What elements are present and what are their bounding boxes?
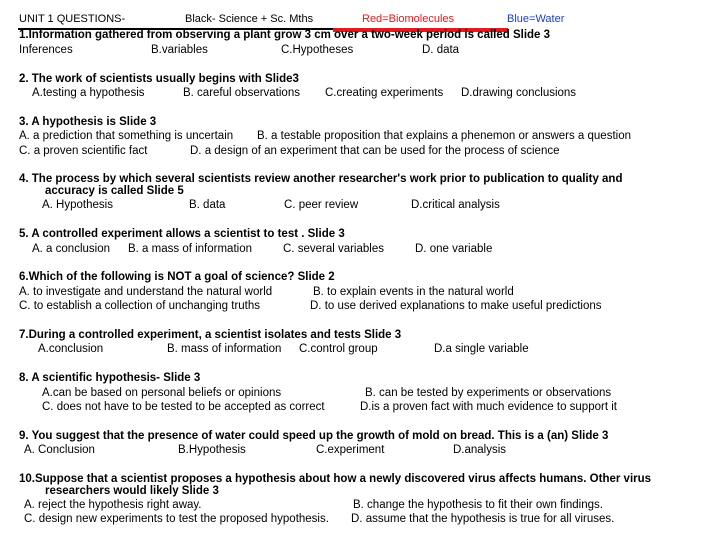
q3-option-c: C. a proven scientific fact — [19, 145, 148, 157]
question-7-stem: 7.During a controlled experiment, a scientist isolates and tests Slide 3 — [19, 329, 402, 341]
q9-option-a: A. Conclusion — [24, 444, 95, 456]
question-10-stem: 10.Suppose that a scientist proposes a hypothesis about how a newly discovered virus affects humans. Other virus — [19, 473, 652, 485]
question-10-stem-cont: researchers would likely Slide 3 — [45, 485, 219, 497]
q2-option-a: A.testing a hypothesis — [32, 87, 145, 99]
legend-red: Red=Biomolecules — [362, 13, 455, 25]
q10-option-d: D. assume that the hypothesis is true for all viruses. — [351, 513, 615, 525]
q3-option-a: A. a prediction that something is uncertain — [19, 130, 234, 142]
q8-option-d: D.is a proven fact with much evidence to support it — [360, 401, 617, 413]
q7-option-a: A.conclusion — [38, 343, 104, 355]
legend-blue: Blue=Water — [507, 13, 565, 25]
q10-option-c: C. design new experiments to test the proposed hypothesis. — [24, 513, 329, 525]
q6-option-a: A. to investigate and understand the natural world — [19, 286, 273, 298]
q7-option-d: D.a single variable — [434, 343, 529, 355]
q7-option-c: C.control group — [299, 343, 378, 355]
q1-option-c: C.Hypotheses — [281, 44, 354, 56]
q6-option-c: C. to establish a collection of unchanging truths — [19, 300, 261, 312]
q2-option-d: D.drawing conclusions — [461, 87, 577, 99]
q8-option-b: B. can be tested by experiments or observations — [365, 387, 612, 399]
q5-option-d: D. one variable — [415, 243, 493, 255]
q10-option-b: B. change the hypothesis to fit their own findings. — [353, 499, 603, 511]
q9-option-d: D.analysis — [453, 444, 507, 456]
q9-option-b: B.Hypothesis — [178, 444, 246, 456]
q3-option-d: D. a design of an experiment that can be used for the process of science — [190, 145, 560, 157]
q10-option-a: A. reject the hypothesis right away. — [24, 499, 202, 511]
q5-option-a: A. a conclusion — [32, 243, 110, 255]
q8-option-a: A.can be based on personal beliefs or opinions — [42, 387, 282, 399]
q4-option-c: C. peer review — [284, 199, 359, 211]
q1-option-d: D. data — [422, 44, 460, 56]
q7-option-b: B. mass of information — [167, 343, 282, 355]
q5-option-b: B. a mass of information — [128, 243, 252, 255]
question-6-stem: 6.Which of the following is NOT a goal of science? Slide 2 — [19, 271, 335, 283]
question-4-stem: 4. The process by which several scientists review another researcher's work prior to publication to quality and — [19, 173, 623, 185]
q2-option-b: B. careful observations — [183, 87, 300, 99]
q6-option-d: D. to use derived explanations to make useful predictions — [310, 300, 602, 312]
question-1-stem: 1.Information gathered from observing a plant grow 3 cm over a two-week period is called Slide 3 — [19, 29, 551, 41]
q2-option-c: C.creating experiments — [325, 87, 444, 99]
question-8-stem: 8. A scientific hypothesis- Slide 3 — [19, 372, 201, 384]
q1-option-b: B.variables — [151, 44, 208, 56]
q4-option-d: D.critical analysis — [411, 199, 500, 211]
q1-option-a: Inferences — [19, 44, 73, 56]
legend-black: Black- Science + Sc. Mths — [185, 13, 314, 25]
q6-option-b: B. to explain events in the natural world — [313, 286, 514, 298]
q9-option-c: C.experiment — [316, 444, 385, 456]
q3-option-b: B. a testable proposition that explains a phenemon or answers a question — [257, 130, 631, 142]
question-2-stem: 2. The work of scientists usually begins with Slide3 — [19, 73, 299, 85]
q5-option-c: C. several variables — [283, 243, 384, 255]
question-5-stem: 5. A controlled experiment allows a scientist to test . Slide 3 — [19, 228, 345, 240]
question-3-stem: 3. A hypothesis is Slide 3 — [19, 116, 157, 128]
unit-title: UNIT 1 QUESTIONS- — [19, 13, 126, 25]
q8-option-c: C. does not have to be tested to be accepted as correct — [42, 401, 325, 413]
q4-option-b: B. data — [189, 199, 226, 211]
question-4-stem-cont: accuracy is called Slide 5 — [45, 185, 184, 197]
question-9-stem: 9. You suggest that the presence of water could speed up the growth of mold on bread. This is a (an) Slide 3 — [19, 430, 609, 442]
q4-option-a: A. Hypothesis — [42, 199, 113, 211]
